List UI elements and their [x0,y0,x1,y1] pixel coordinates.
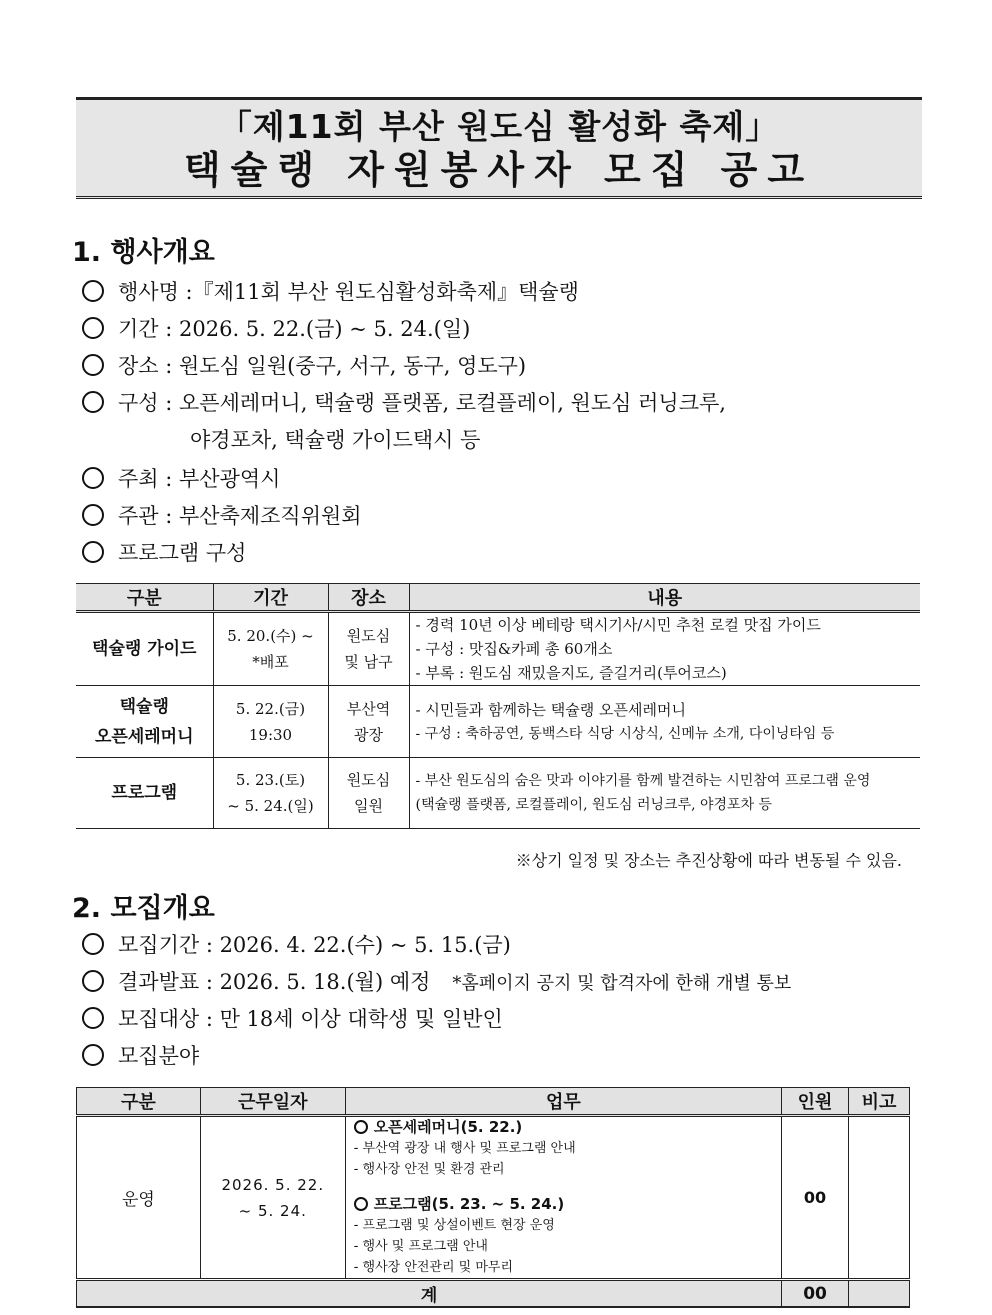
section-1-heading: 1. 행사개요 [72,237,215,268]
duty-group-title: 프로그램(5. 23. ~ 5. 24.) [354,1194,781,1215]
row-content: - 경력 10년 이상 베테랑 택시기사/시민 추천 로컬 맛집 가이드 - 구성 : 맛집&카페 총 60개소 - 부록 : 원도심 재밌을지도, 즐길거리(투어코스) [409,612,920,686]
header-place: 장소 [328,584,409,612]
overview-item-program: 프로그램 구성 [82,539,246,567]
overview-item-organizer: 주관 : 부산축제조직위원회 [82,502,362,530]
row-name: 프로그램 [76,758,213,829]
row-place: 부산역 광장 [328,686,409,758]
recruit-item-period: 모집기간 : 2026. 4. 22.(수) ~ 5. 15.(금) [82,931,511,959]
duty-item: - 행사장 안전 및 환경 관리 [353,1162,505,1177]
title-box [76,97,922,199]
header-workdate: 근무일자 [200,1088,345,1116]
circle-bullet-icon [82,391,104,413]
total-remark [849,1280,910,1308]
program-table [76,583,920,829]
duty-item: - 행사 및 프로그램 안내 [353,1239,488,1254]
row-content: - 시민들과 함께하는 택슐랭 오픈세레머니 - 구성 : 축하공연, 동백스타 식당 시상식, 신메뉴 소개, 다이닝타임 등 [409,686,920,758]
duty-item: - 행사장 안전관리 및 마무리 [353,1260,514,1275]
duty-group-title: 오픈세레머니(5. 22.) [354,1117,781,1138]
row-type: 운영 [77,1116,201,1280]
circle-bullet-icon [82,354,104,376]
title-line-2: 택슐랭 자원봉사자 모집 공고 [183,148,815,192]
circle-bullet-icon [82,1044,104,1066]
total-row [77,1280,910,1308]
circle-bullet-icon [82,970,104,992]
table-row [76,686,920,758]
header-period: 기간 [213,584,328,612]
row-place: 원도심 및 남구 [328,612,409,686]
row-period: 5. 22.(금) 19:30 [213,686,328,758]
header-category: 구분 [77,1088,201,1116]
row-duty [345,1116,781,1280]
circle-bullet-icon [82,933,104,955]
recruit-table [76,1087,910,1308]
circle-bullet-icon [82,467,104,489]
row-period: 5. 20.(수) ~ *배포 [213,612,328,686]
table-row [76,758,920,829]
row-name: 택슐랭 가이드 [76,612,213,686]
title-line-1: 「제11회 부산 원도심 활성화 축제」 [218,107,780,146]
schedule-note: ※상기 일정 및 장소는 추진상황에 따라 변동될 수 있음. [515,851,902,870]
circle-bullet-icon [82,1007,104,1029]
total-count: 00 [782,1280,849,1308]
circle-bullet-icon [82,541,104,563]
circle-bullet-icon [82,280,104,302]
row-remark [849,1116,910,1280]
row-name: 택슐랭 오픈세레머니 [76,686,213,758]
recruit-item-field: 모집분야 [82,1042,199,1070]
header-count: 인원 [782,1088,849,1116]
total-label: 계 [77,1280,782,1308]
circle-bullet-icon [354,1197,368,1211]
circle-bullet-icon [82,504,104,526]
overview-item-name: 행사명 :『제11회 부산 원도심활성화축제』택슐랭 [82,278,579,306]
row-content: - 부산 원도심의 숨은 맛과 이야기를 함께 발견하는 시민참여 프로그램 운영 (택슐랭 플랫폼, 로컬플레이, 원도심 러닝크루, 야경포차 등 [409,758,920,829]
duty-item: - 프로그램 및 상설이벤트 현장 운영 [353,1218,555,1233]
recruit-item-target: 모집대상 : 만 18세 이상 대학생 및 일반인 [82,1005,503,1033]
table-row [76,612,920,686]
circle-bullet-icon [82,317,104,339]
row-place: 원도심 일원 [328,758,409,829]
header-remark: 비고 [849,1088,910,1116]
overview-item-place: 장소 : 원도심 일원(중구, 서구, 동구, 영도구) [82,352,526,380]
overview-item-period: 기간 : 2026. 5. 22.(금) ~ 5. 24.(일) [82,315,470,343]
header-duty: 업무 [345,1088,781,1116]
circle-bullet-icon [354,1120,368,1134]
recruit-item-result: 결과발표 : 2026. 5. 18.(월) 예정 *홈페이지 공지 및 합격자에 한해 개별 통보 [82,968,791,998]
row-count: 00 [782,1116,849,1280]
table-row [77,1116,910,1280]
overview-item-composition: 구성 : 오픈세레머니, 택슐랭 플랫폼, 로컬플레이, 원도심 러닝크루, [82,389,726,417]
overview-item-host: 주최 : 부산광역시 [82,465,280,493]
header-content: 내용 [409,584,920,612]
header-category: 구분 [76,584,213,612]
row-period: 5. 23.(토) ~ 5. 24.(일) [213,758,328,829]
section-2-heading: 2. 모집개요 [72,893,215,924]
result-note: *홈페이지 공지 및 합격자에 한해 개별 통보 [452,973,792,994]
row-date: 2026. 5. 22. ~ 5. 24. [200,1116,345,1280]
overview-item-composition-cont: 야경포차, 택슐랭 가이드택시 등 [190,428,481,452]
duty-item: - 부산역 광장 내 행사 및 프로그램 안내 [353,1141,576,1156]
